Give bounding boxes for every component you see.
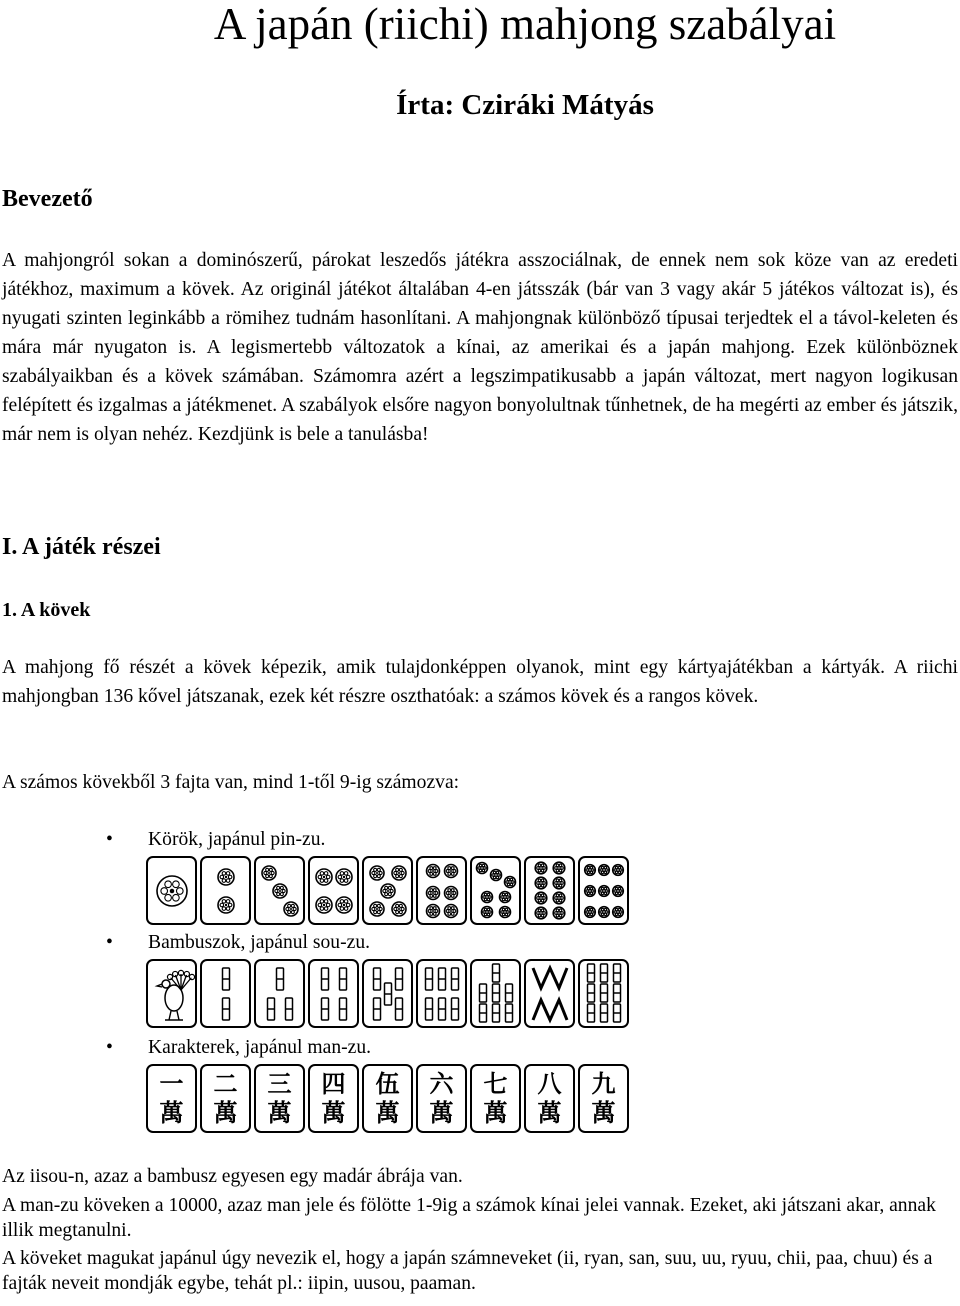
pin-tile-7 [470, 856, 521, 925]
sou-tile-2 [200, 959, 251, 1028]
pin-tile-1 [146, 856, 197, 925]
author-line: Írta: Cziráki Mátyás [396, 89, 654, 121]
man-tile-wan-character: 萬 [267, 1098, 292, 1127]
bullet-label: Körök, japánul pin-zu. [148, 829, 326, 850]
note-iisou: Az iisou-n, azaz a bambusz egyesen egy madár ábrája van. [2, 1166, 463, 1187]
sou-tile-7 [470, 959, 521, 1028]
sou-tile-7-icon [473, 962, 519, 1026]
sou-tile-4 [308, 959, 359, 1028]
pin-tile-1-icon [149, 859, 195, 923]
note-naming: A köveket magukat japánul úgy nevezik el, hogy a japán számneveket (ii, ryan, san, suu, uu, ryuu, chii, paa, chuu) és a fajták neveit mondják egybe, tehát pl.: iipin, uusou, paaman. [2, 1248, 933, 1294]
man-tile-numeral: 九 [591, 1069, 616, 1098]
pin-tile-9-icon [581, 859, 627, 923]
man-tile-8 [524, 1064, 575, 1133]
man-tile-7 [470, 1064, 521, 1133]
bullet-dot: • [106, 932, 113, 953]
man-tile-wan-character: 萬 [375, 1098, 400, 1127]
man-tile-wan-character: 萬 [159, 1098, 184, 1127]
pin-tile-3 [254, 856, 305, 925]
man-tile-numeral: 二 [213, 1069, 238, 1098]
man-tile-5 [362, 1064, 413, 1133]
sou-tile-4-icon [311, 962, 357, 1026]
note-manzu: A man-zu köveken a 10000, azaz man jele és fölötte 1-9ig a számok kínai jelei vannak. Ezeket, aki játszani akar, annak illik megtanulni. [2, 1195, 936, 1241]
man-tile-wan-character: 萬 [537, 1098, 562, 1127]
pinzu-tile-row [146, 856, 629, 925]
pin-tile-6-icon [419, 859, 465, 923]
man-tile-wan-character: 萬 [321, 1098, 346, 1127]
man-tile-numeral: 八 [537, 1069, 562, 1098]
man-tile-9 [578, 1064, 629, 1133]
man-tile-numeral: 四 [321, 1069, 346, 1098]
sou-tile-3 [254, 959, 305, 1028]
man-tile-numeral: 伍 [375, 1069, 400, 1098]
man-tile-wan-character: 萬 [483, 1098, 508, 1127]
sou-tile-8-icon [527, 962, 573, 1026]
pin-tile-8 [524, 856, 575, 925]
man-tile-wan-character: 萬 [213, 1098, 238, 1127]
sou-tile-6-icon [419, 962, 465, 1026]
subsection-heading: 1. A kövek [2, 599, 91, 621]
pin-tile-6 [416, 856, 467, 925]
sou-tile-6 [416, 959, 467, 1028]
sou-tile-9-icon [581, 962, 627, 1026]
pin-tile-7-icon [473, 859, 519, 923]
pin-tile-2 [200, 856, 251, 925]
man-tile-3 [254, 1064, 305, 1133]
man-tile-numeral: 三 [267, 1069, 292, 1098]
souzu-tile-row [146, 959, 629, 1028]
pin-tile-5 [362, 856, 413, 925]
suits-intro-paragraph: A számos kövekből 3 fajta van, mind 1-től 9-ig számozva: [2, 772, 460, 793]
man-tile-1 [146, 1064, 197, 1133]
sou-tile-2-icon [203, 962, 249, 1026]
pin-tile-8-icon [527, 859, 573, 923]
bullet-label: Bambuszok, japánul sou-zu. [148, 932, 371, 953]
pin-tile-2-icon [203, 859, 249, 923]
man-tile-4 [308, 1064, 359, 1133]
sou-tile-5-icon [365, 962, 411, 1026]
man-tile-2 [200, 1064, 251, 1133]
man-tile-wan-character: 萬 [429, 1098, 454, 1127]
pin-tile-3-icon [257, 859, 303, 923]
intro-heading: Bevezető [2, 186, 93, 212]
sou-tile-1 [146, 959, 197, 1028]
man-tile-numeral: 六 [429, 1069, 454, 1098]
sou-tile-9 [578, 959, 629, 1028]
man-tile-numeral: 一 [159, 1069, 184, 1098]
document-title: A japán (riichi) mahjong szabályai [213, 0, 837, 49]
pin-tile-4-icon [311, 859, 357, 923]
pin-tile-5-icon [365, 859, 411, 923]
man-tile-numeral: 七 [483, 1069, 508, 1098]
pin-tile-9 [578, 856, 629, 925]
man-tile-6 [416, 1064, 467, 1133]
man-tile-wan-character: 萬 [591, 1098, 616, 1127]
intro-paragraph: A mahjongról sokan a dominószerű, párokat leszedős játékra asszociálnak, de ennek nem sok köze van az eredeti játékhoz, maximum a kövek. Az originál játékot általában 4-en játsszák (bár van 3 vagy akár 5 játékos változat is), és nyugati szinten leginkább a römihez tudnám hasonlítani. A mahjongnak különböző típusai terjedtek el a távol-keleten és mára már nyugaton is. A legismertebb változatok a kínai, az amerikai és a japán mahjong. Ezek különböznek szabályaikban és a kövek számában. Számomra azért a legszimpatikusabb a japán változat, mert nagyon logikusan felépített és izgalmas a játékmenet. A szabályok elsőre nagyon bonyolultnak tűnhetnek, de ha megérti az ember és játszik, már nem is olyan nehéz. Kezdjünk is bele a tanulásba! [2, 250, 958, 445]
sou-tile-5 [362, 959, 413, 1028]
tiles-paragraph: A mahjong fő részét a kövek képezik, amik tulajdonképpen olyanok, mint egy kártyajátékban a kártyák. A riichi mahjongban 136 kővel játszanak, ezek két részre oszthatóak: a számos kövek és a rangos kövek. [2, 657, 958, 707]
section-heading: I. A játék részei [2, 534, 161, 560]
sou-tile-3-icon [257, 962, 303, 1026]
manzu-tile-row [146, 1064, 629, 1133]
pin-tile-4 [308, 856, 359, 925]
bullet-dot: • [106, 1037, 113, 1058]
bullet-label: Karakterek, japánul man-zu. [148, 1037, 372, 1058]
peacock-bird-icon [149, 962, 195, 1026]
bullet-dot: • [106, 829, 113, 850]
sou-tile-8 [524, 959, 575, 1028]
